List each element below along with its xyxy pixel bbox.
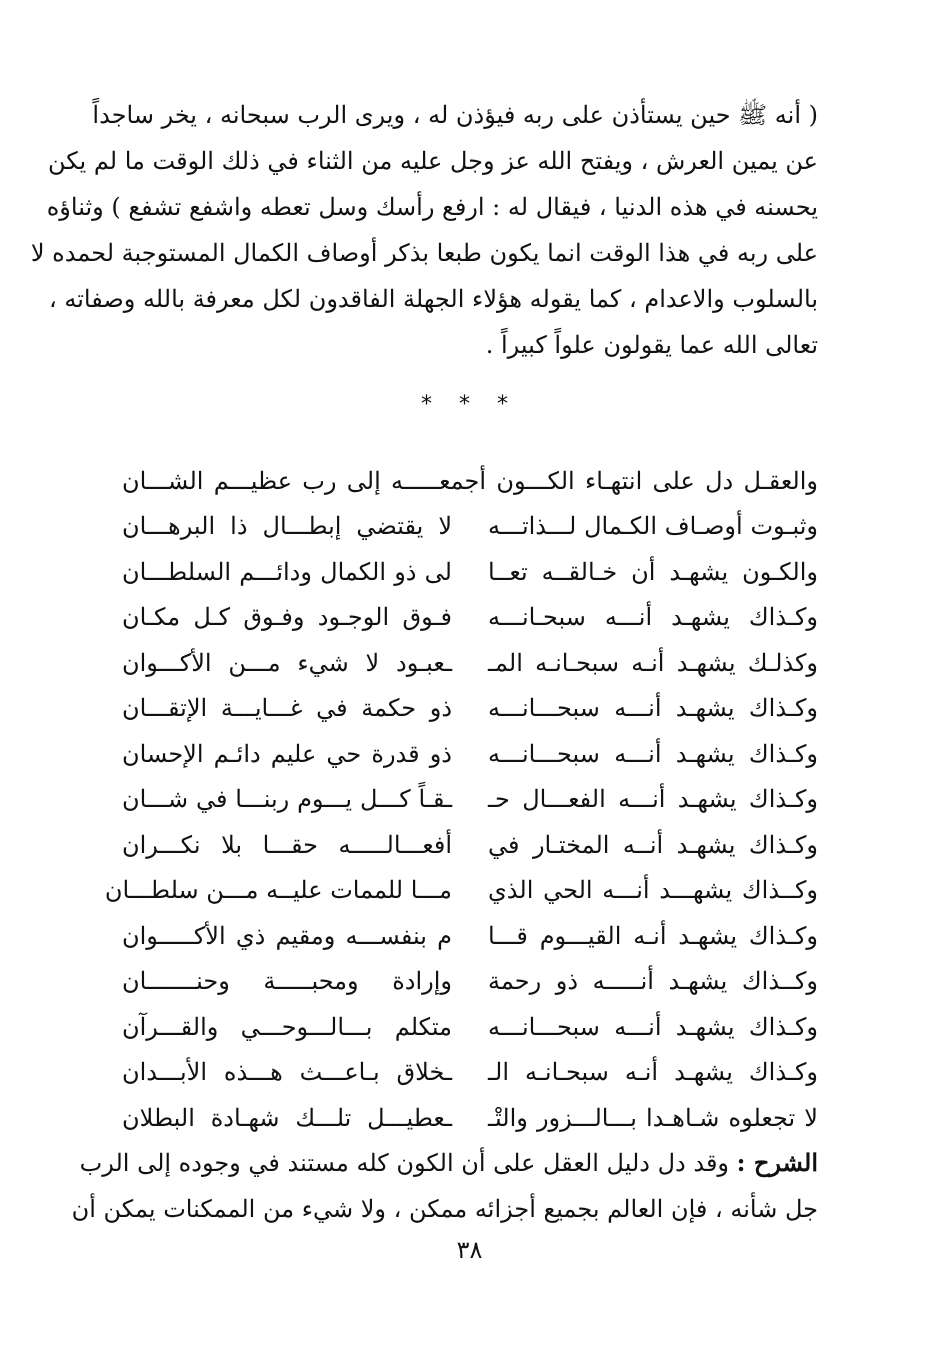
verse-second-hemistich: م بنفســـه ومقيم ذي الأكـــــوان	[122, 921, 452, 950]
verse-first-hemistich: وكـذاك يشهـد أنـه القيـــوم قـــا	[488, 921, 818, 950]
poem-verse	[104, 868, 818, 914]
verse-first-hemistich: لا تجعلوه شـاهـدا بـــالـــزور والتْـ	[488, 1103, 818, 1132]
verse-first-hemistich: وكـذاك يشهـد أنـــه سبحـــانـــه	[488, 1012, 818, 1041]
commentary-text: وقد دل دليل العقل على أن الكون كله مستند في وجوده إلى الرب	[79, 1149, 737, 1177]
verse-second-hemistich: ـعبـود لا شيء مـــن الأكـــوان	[122, 648, 452, 677]
verse-second-hemistich: أفعـــالـــــه حقـــا بلا نكـــران	[122, 830, 452, 859]
verse-first-hemistich: وكــذاك يشهـــد أنـــه الحي الذي	[488, 876, 818, 905]
verse-first-hemistich: وكــذاك يشهـد أنـــــه ذو رحمة	[488, 967, 818, 996]
poem-verse	[122, 595, 818, 641]
poem-verse	[122, 686, 818, 732]
verse-second-hemistich: ذو حكمة في غـــايـــة الإتقـــان	[122, 694, 452, 723]
poem-verse	[122, 1004, 818, 1050]
verse-first-hemistich: وكـذاك يشهـد أنــه المختـار في	[488, 830, 818, 859]
intro-line: يحسنه في هذه الدنيا ، فيقال له : ارفع رأسك وسل تعطه واشفع تشفع ) وثناؤه	[46, 193, 818, 221]
poem-block	[104, 458, 818, 1141]
poem-verse	[122, 731, 818, 777]
verse-second-hemistich: متكلم بـــالـــوحـــي والقـــرآن	[122, 1012, 452, 1041]
poem-verse	[122, 822, 818, 868]
intro-line: ( أنه ﷺ حين يستأذن على ربه فيؤذن له ، ويرى الرب سبحانه ، يخر ساجداً	[92, 101, 818, 129]
commentary-line	[79, 1140, 818, 1186]
intro-line: بالسلوب والاعدام ، كما يقوله هؤلاء الجهلة الفاقدون لكل معرفة بالله وصفاته ،	[48, 285, 818, 313]
verse-second-hemistich: ـقـاً كـــل يـــوم ربنـــا في شـــان	[122, 785, 452, 814]
poem-verse	[122, 913, 818, 959]
verse-line: والعقـل دل على انتهـاء الكـــون أجمعـــــه إلى رب عظيـــم الشـــان	[122, 466, 818, 495]
intro-paragraph	[30, 92, 818, 368]
commentary-paragraph	[71, 1140, 818, 1232]
verse-second-hemistich: ذو قدرة حي عليم دائـم الإحسان	[122, 739, 452, 768]
verse-second-hemistich: ـخلاق بـاعـــث هـــذه الأبـــدان	[122, 1058, 452, 1087]
intro-line: على ربه في هذا الوقت انما يكون طبعا بذكر أوصاف الكمال المستوجبة لحمده لا	[30, 239, 818, 267]
poem-verse-full	[122, 458, 818, 504]
verse-second-hemistich: ـعطيـــل تلـــك شهـادة البطلان	[122, 1103, 452, 1132]
verse-first-hemistich: وكـذاك يشهـد أنـه سبحـانـه الـ	[488, 1058, 818, 1087]
verse-second-hemistich: فـوق الوجـود وفـوق كـل مكـان	[122, 603, 452, 632]
verse-second-hemistich: مـــا للممات عليــه مـــن سلطـــان	[104, 876, 452, 905]
verse-first-hemistich: وكـذاك يشهـد أنـــه سبحـــانـــه	[488, 694, 818, 723]
commentary-line: جل شأنه ، فإن العالم بجميع أجزائه ممكن ، ولا شيء من الممكنات يمكن أن	[71, 1195, 818, 1223]
verse-first-hemistich: والكـون يشهـد أن خـالقــه تعــا	[488, 557, 818, 586]
section-separator: * * *	[421, 392, 518, 417]
page-number: ٣٨	[456, 1236, 483, 1264]
verse-second-hemistich: وإرادة ومحبـــــة وحنـــــــان	[122, 967, 452, 996]
poem-verse	[122, 777, 818, 823]
verse-first-hemistich: وكـذاك يشهـد أنـــه سبحـانـــه	[488, 603, 818, 632]
verse-first-hemistich: وكـذاك يشهـد أنـــه الفعـــال حـ	[488, 785, 818, 814]
intro-line: تعالى الله عما يقولون علواً كبيراً .	[485, 331, 818, 359]
verse-first-hemistich: وثبـوت أوصـاف الكـمال لـــذاتـــه	[488, 512, 818, 541]
verse-first-hemistich: وكذلـك يشهـد أنـه سبحـانـه المـ	[488, 648, 818, 677]
poem-verse	[122, 959, 818, 1005]
verse-second-hemistich: لى ذو الكمال ودائـــم السلطـــان	[122, 557, 452, 586]
poem-verse	[122, 640, 818, 686]
poem-verse	[122, 504, 818, 550]
verse-second-hemistich: لا يقتضي إبطـــال ذا البرهـــان	[122, 512, 452, 541]
commentary-label: الشرح :	[736, 1148, 818, 1177]
poem-verse	[122, 1050, 818, 1096]
poem-verse	[122, 1095, 818, 1141]
verse-first-hemistich: وكـذاك يشهـد أنـــه سبحـــانـــه	[488, 739, 818, 768]
poem-verse	[122, 549, 818, 595]
intro-line: عن يمين العرش ، ويفتح الله عز وجل عليه من الثناء في ذلك الوقت ما لم يكن	[47, 147, 818, 175]
